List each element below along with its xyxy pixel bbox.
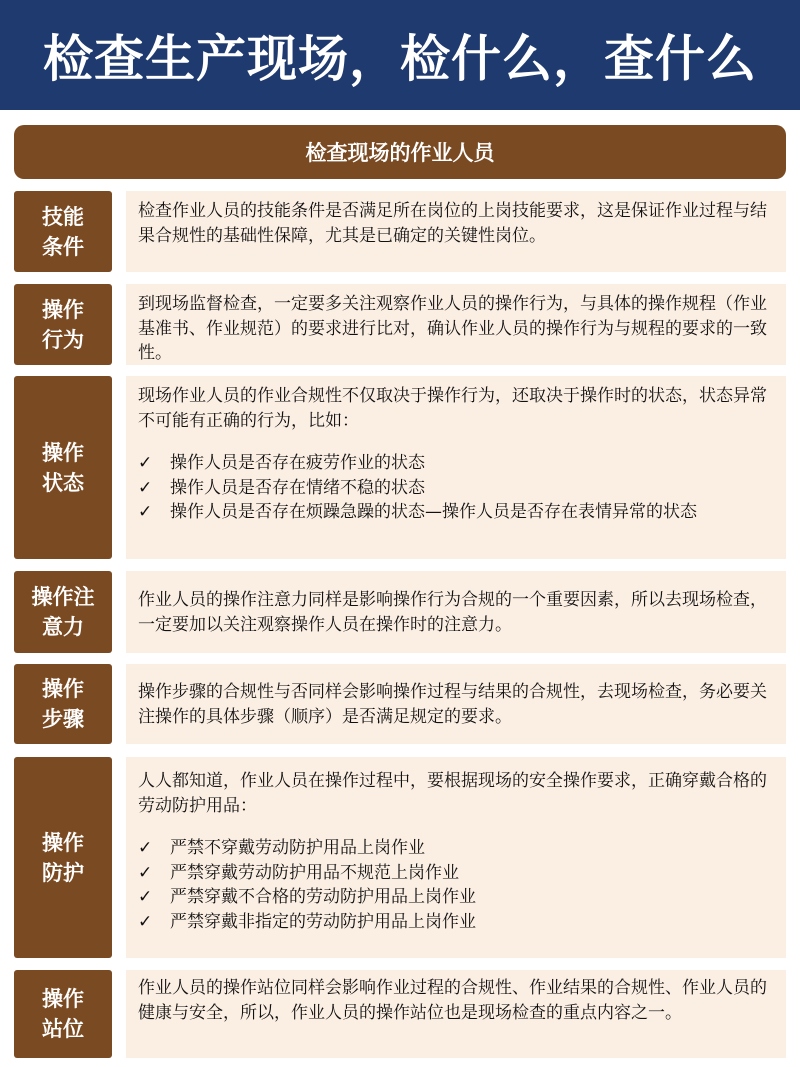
checklist-item: ✓ 严禁穿戴非指定的劳动防护用品上岗作业 xyxy=(138,910,776,935)
checklist xyxy=(138,451,776,525)
row-text: 现场作业人员的作业合规性不仅取决于操作行为，还取决于操作时的状态，状态异常不可能有正确的行为，比如： xyxy=(138,386,767,431)
check-icon: ✓ xyxy=(138,911,153,932)
row-label-box xyxy=(14,757,112,958)
page-title: 检查生产现场，检什么，查什么 xyxy=(43,30,757,88)
row-operation-position xyxy=(14,970,786,1058)
row-description xyxy=(126,970,786,1058)
row-label: 操作步骤 xyxy=(42,677,84,731)
row-label-box xyxy=(14,664,112,744)
row-description xyxy=(126,571,786,653)
row-label: 操作站位 xyxy=(42,987,84,1041)
section-title-bar xyxy=(14,125,786,179)
checklist xyxy=(138,836,776,934)
row-label: 技能条件 xyxy=(42,204,84,259)
row-label: 操作注意力 xyxy=(31,585,95,639)
row-description xyxy=(126,757,786,958)
row-operation-protection xyxy=(14,757,786,958)
check-icon: ✓ xyxy=(138,862,153,883)
check-icon: ✓ xyxy=(138,838,153,858)
row-label-box xyxy=(14,376,112,559)
row-operation-steps xyxy=(14,664,786,744)
checklist-item: ✓ 操作人员是否存在情绪不稳的状态 xyxy=(138,476,776,501)
check-icon: ✓ xyxy=(138,502,153,522)
row-skill-conditions xyxy=(14,191,786,272)
row-label: 操作行为 xyxy=(42,297,84,352)
row-operation-behavior xyxy=(14,284,786,365)
row-description xyxy=(126,664,786,744)
checklist-item: ✓ 严禁不穿戴劳动防护用品上岗作业 xyxy=(138,836,776,861)
row-description xyxy=(126,376,786,559)
row-operation-attention xyxy=(14,571,786,653)
row-text: 操作步骤的合规性与否同样会影响操作过程与结果的合规性，去现场检查，务必要关注操作的具体步骤（顺序）是否满足规定的要求。 xyxy=(138,682,767,727)
row-label-box xyxy=(14,191,112,272)
row-label-box xyxy=(14,970,112,1058)
checklist-item: ✓ 操作人员是否存在疲劳作业的状态 xyxy=(138,451,776,476)
row-text: 到现场监督检查，一定要多关注观察作业人员的操作行为，与具体的操作规程（作业基准书、作业规范）的要求进行比对，确认作业人员的操作行为与规程的要求的一致性。 xyxy=(138,294,767,363)
row-label-box xyxy=(14,571,112,653)
row-text: 作业人员的操作站位同样会影响作业过程的合规性、作业结果的合规性、作业人员的健康与安全，所以，作业人员的操作站位也是现场检查的重点内容之一。 xyxy=(138,978,767,1023)
row-description xyxy=(126,284,786,365)
check-icon: ✓ xyxy=(138,477,153,498)
row-label: 操作状态 xyxy=(42,440,84,495)
section-title: 检查现场的作业人员 xyxy=(305,141,495,165)
row-label-box xyxy=(14,284,112,365)
row-description xyxy=(126,191,786,272)
check-icon: ✓ xyxy=(138,887,153,907)
check-icon: ✓ xyxy=(138,453,153,473)
checklist-item: ✓ 操作人员是否存在烦躁急躁的状态—操作人员是否存在表情异常的状态 xyxy=(138,500,776,525)
row-text: 作业人员的操作注意力同样是影响操作行为合规的一个重要因素，所以去现场检查，一定要加以关注观察操作人员在操作时的注意力。 xyxy=(138,590,767,635)
row-operation-state xyxy=(14,376,786,559)
page-header xyxy=(0,0,800,110)
row-text: 人人都知道，作业人员在操作过程中，要根据现场的安全操作要求，正确穿戴合格的劳动防护用品： xyxy=(138,771,767,816)
row-label: 操作防护 xyxy=(42,830,84,885)
checklist-item: ✓ 严禁穿戴劳动防护用品不规范上岗作业 xyxy=(138,861,776,886)
row-text: 检查作业人员的技能条件是否满足所在岗位的上岗技能要求，这是保证作业过程与结果合规性的基础性保障，尤其是已确定的关键性岗位。 xyxy=(138,201,767,246)
checklist-item: ✓ 严禁穿戴不合格的劳动防护用品上岗作业 xyxy=(138,885,776,910)
